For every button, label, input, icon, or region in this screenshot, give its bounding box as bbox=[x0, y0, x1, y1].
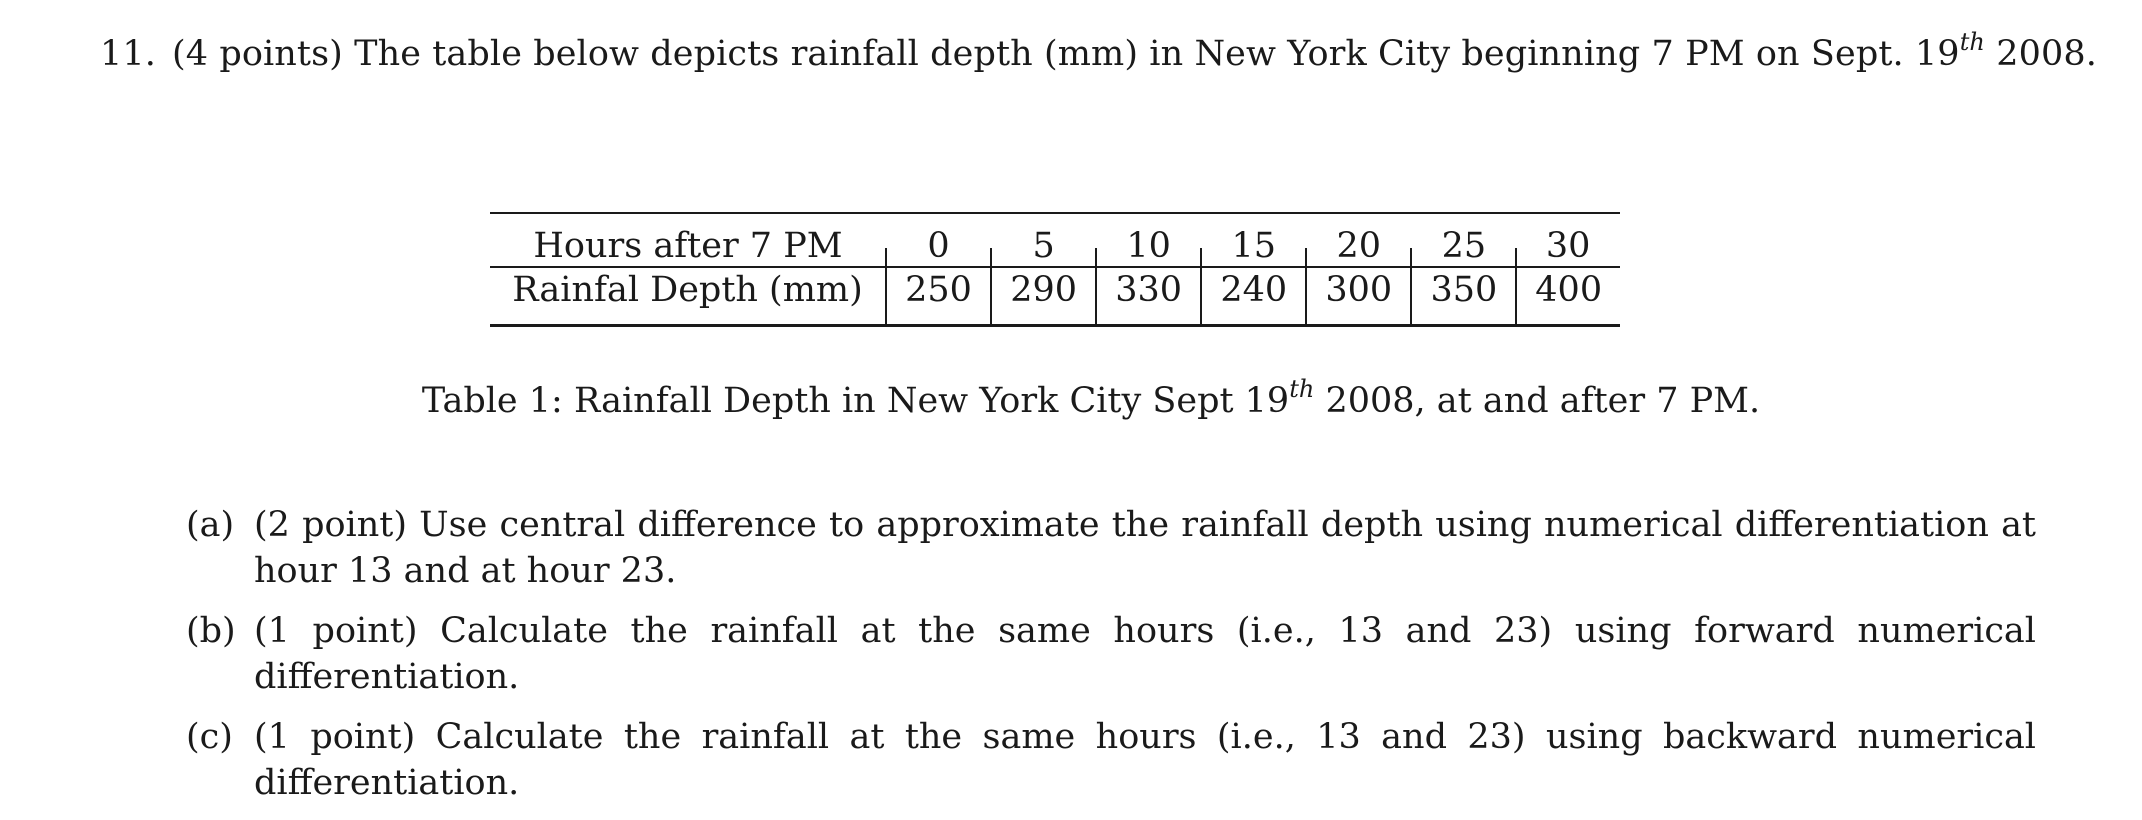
problem-text: (4 points) The table below depicts rainfall depth (mm) in New York City beginning 7 PM on Sept. 19 bbox=[171, 34, 1960, 74]
caption-date-superscript: th bbox=[1289, 375, 1315, 403]
sub-question-marker: (c) bbox=[186, 717, 233, 757]
sub-question-c bbox=[186, 714, 2036, 806]
problem-date-superscript: th bbox=[1959, 28, 1985, 56]
hours-cell: 25 bbox=[1411, 213, 1516, 267]
hours-cell: 30 bbox=[1545, 226, 1591, 266]
hours-cell: 0 bbox=[886, 213, 991, 267]
depth-cell: 300 bbox=[1306, 267, 1411, 326]
problem-number: 11. bbox=[100, 34, 156, 74]
sub-question-marker: (b) bbox=[186, 611, 236, 651]
sub-question-text: (1 point) Calculate the rainfall at the same hours (i.e., 13 and 23) using forward numerical differentiation. bbox=[254, 611, 2036, 697]
sub-questions bbox=[186, 502, 2036, 820]
hours-cell: 15 bbox=[1201, 213, 1306, 267]
depth-cell: 400 bbox=[1516, 267, 1620, 326]
sub-question-marker: (a) bbox=[186, 505, 235, 545]
problem-statement bbox=[100, 28, 2097, 74]
sub-question-text: (1 point) Calculate the rainfall at the same hours (i.e., 13 and 23) using backward numerical differentiation. bbox=[254, 717, 2036, 803]
problem-text-end: 2008. bbox=[1985, 34, 2097, 74]
hours-cell: 5 bbox=[991, 213, 1096, 267]
depth-cell: 290 bbox=[991, 267, 1096, 326]
sub-question-a bbox=[186, 502, 2036, 594]
table-row-hours bbox=[490, 213, 1620, 267]
table-caption bbox=[0, 375, 2142, 421]
caption-text-end: 2008, at and after 7 PM. bbox=[1314, 381, 1761, 421]
hours-cell: 20 bbox=[1306, 213, 1411, 267]
table-row-depth bbox=[490, 267, 1620, 326]
hours-cell: 10 bbox=[1096, 213, 1201, 267]
depth-cell: 330 bbox=[1096, 267, 1201, 326]
caption-text: Table 1: Rainfall Depth in New York City Sept 19 bbox=[421, 381, 1290, 421]
rainfall-table bbox=[490, 212, 1620, 327]
depth-cell: 240 bbox=[1201, 267, 1306, 326]
depth-cell: 250 bbox=[886, 267, 991, 326]
depth-cell: 350 bbox=[1411, 267, 1516, 326]
row-label-hours: Hours after 7 PM bbox=[490, 213, 886, 267]
sub-question-text: (2 point) Use central difference to approximate the rainfall depth using numerical differentiation at hour 13 and at hour 23. bbox=[254, 505, 2036, 591]
row-label-depth: Rainfal Depth (mm) bbox=[490, 267, 886, 326]
sub-question-b bbox=[186, 608, 2036, 700]
